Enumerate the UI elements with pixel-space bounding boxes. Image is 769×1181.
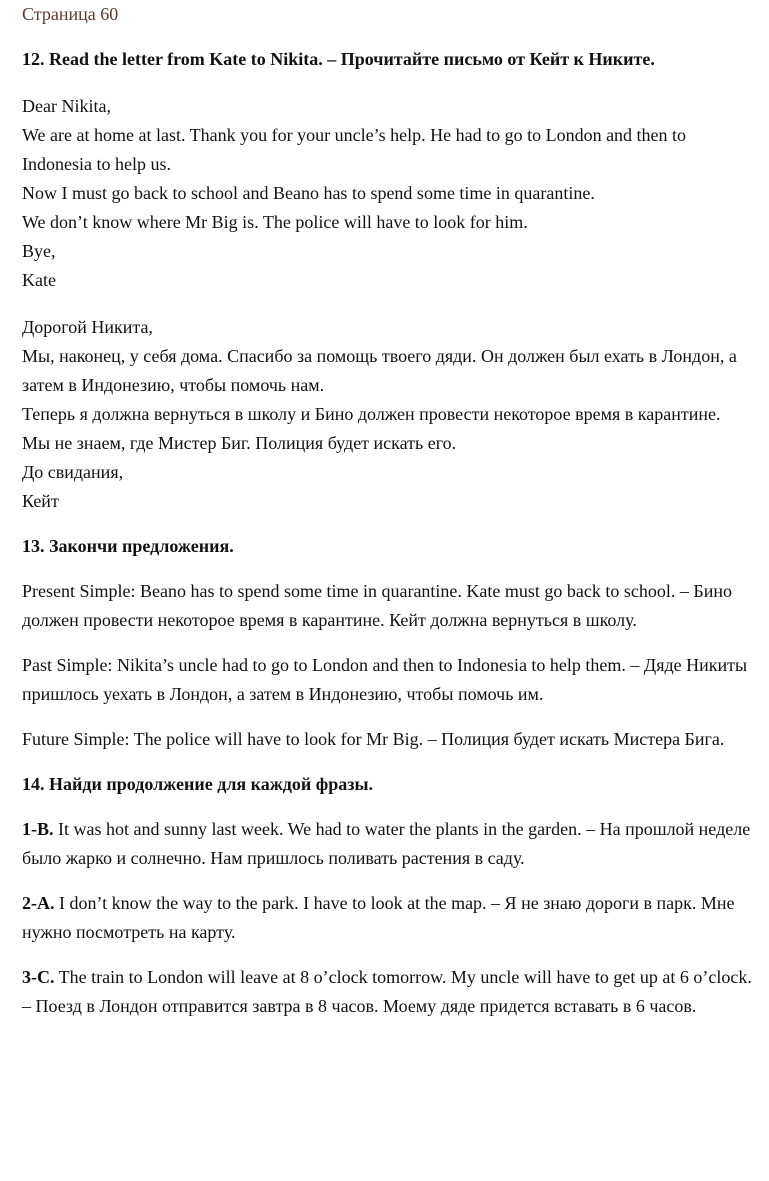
task-13-heading: 13. Закончи предложения. <box>22 536 234 556</box>
letter-ru-line: Мы, наконец, у себя дома. Спасибо за помощь твоего дяди. Он должен был ехать в Лондон, а затем в Индонезию, чтобы помочь нам. <box>22 346 737 395</box>
future-simple-paragraph: Future Simple: The police will have to look for Mr Big. – Полиция будет искать Мистера Бига. <box>22 729 725 749</box>
letter-ru-line: Теперь я должна вернуться в школу и Бино должен провести некоторое время в карантине. <box>22 404 721 424</box>
answer-paragraph <box>22 963 752 1021</box>
letter-en-line: We don’t know where Mr Big is. The police will have to look for him. <box>22 212 528 232</box>
letter-en-line: Kate <box>22 270 56 290</box>
letter-ru-line: Кейт <box>22 491 59 511</box>
letter-english <box>22 92 752 295</box>
answer-key: 3-C. <box>22 967 55 987</box>
letter-ru-line: Дорогой Никита, <box>22 317 153 337</box>
letter-en-line: Bye, <box>22 241 56 261</box>
answer-paragraph <box>22 815 752 873</box>
letter-ru-line: До свидания, <box>22 462 124 482</box>
answer-key: 2-A. <box>22 893 55 913</box>
letter-russian <box>22 313 752 516</box>
page-number-label: Страница 60 <box>22 4 119 24</box>
past-simple-paragraph: Past Simple: Nikita’s uncle had to go to London and then to Indonesia to help them. – Дяде Никиты пришлось уехать в Лондон, а затем в Индонезию, чтобы помочь им. <box>22 655 748 704</box>
answer-paragraph <box>22 889 752 947</box>
letter-ru-line: Мы не знаем, где Мистер Биг. Полиция будет искать его. <box>22 433 457 453</box>
present-simple-paragraph: Present Simple: Beano has to spend some time in quarantine. Kate must go back to school. – Бино должен провести некоторое время в карантине. Кейт должна вернуться в школу. <box>22 581 732 630</box>
answer-text: It was hot and sunny last week. We had to water the plants in the garden. – На прошлой неделе было жарко и солнечно. Нам пришлось поливать растения в саду. <box>22 819 751 868</box>
letter-en-line: Dear Nikita, <box>22 96 111 116</box>
letter-en-line: We are at home at last. Thank you for your uncle’s help. He had to go to London and then to Indonesia to help us. <box>22 125 687 174</box>
answer-text: The train to London will leave at 8 o’clock tomorrow. My uncle will have to get up at 6 o’clock. – Поезд в Лондон отправится завтра в 8 часов. Моему дяде придется вставать в 6 часов. <box>22 967 752 1016</box>
task-12-heading: 12. Read the letter from Kate to Nikita. – Прочитайте письмо от Кейт к Никите. <box>22 49 655 69</box>
letter-en-line: Now I must go back to school and Beano has to spend some time in quarantine. <box>22 183 595 203</box>
answer-key: 1-B. <box>22 819 54 839</box>
page-content <box>22 0 752 1021</box>
task-14-heading: 14. Найди продолжение для каждой фразы. <box>22 774 374 794</box>
answer-text: I don’t know the way to the park. I have to look at the map. – Я не знаю дороги в парк. Мне нужно посмотреть на карту. <box>22 893 735 942</box>
